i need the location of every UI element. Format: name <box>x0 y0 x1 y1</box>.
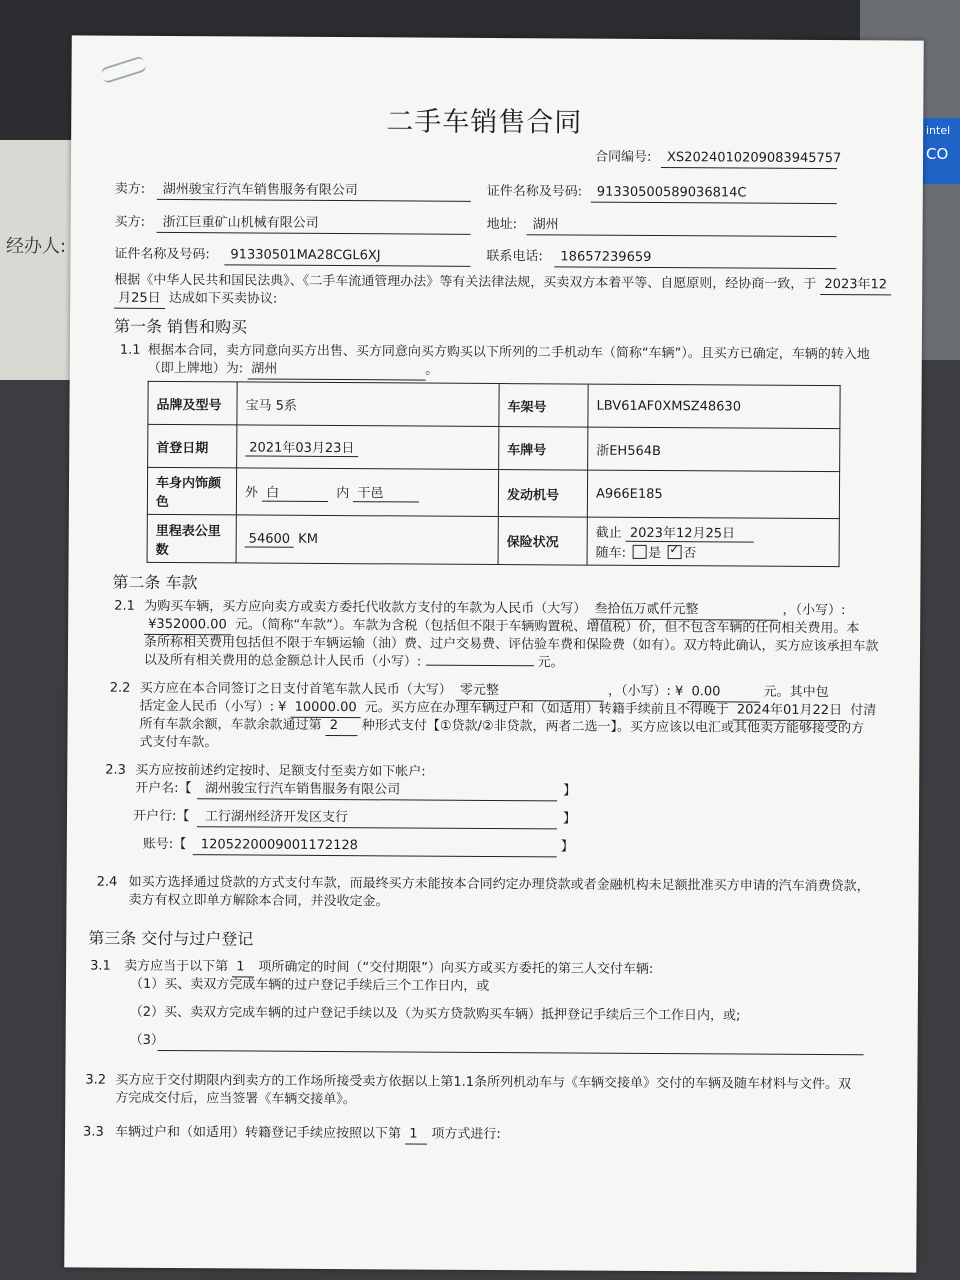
color-label: 车身内饰颜 色 <box>147 467 236 515</box>
account-bank-label: 开户行:【 <box>132 808 190 825</box>
clause-2-1-line-1: 为购买车辆，买方应向卖方或卖方委托代收款方支付的车款为人民币（大写） 叁拾伍万贰仟元整 ，（小写）: <box>144 598 845 621</box>
balance-due-date: 2024年01月22日 <box>733 701 846 721</box>
clause-3-1-option-1: （1）买、卖双方完成车辆的过户登记手续后三个工作日内，或 <box>129 976 490 994</box>
account-name-label: 开户名:【 <box>135 780 192 797</box>
seller-id-label: 证件名称及号码: <box>486 183 583 200</box>
transfer-option: 1 <box>405 1125 427 1144</box>
clause-2-2-line-4: 式支付车款。 <box>139 734 218 751</box>
contract-paper <box>64 35 924 1272</box>
contract-number-label: 合同编号: <box>594 149 652 165</box>
phone-label: 联系电话: <box>486 248 543 265</box>
clause-2-1-line-2: ¥352000.00 元。（简称“车款”）。车款为含税（包括但不限于车辆购置税、增值税）价，但不包含车辆的任何相关费用。本 <box>144 616 859 639</box>
clause-2-4-line-1: 如买方选择通过贷款的方式支付车款，而最终买方未能按本合同约定办理贷款或者金融机构未足额批准买方申请的汽车消费贷款， <box>128 874 870 895</box>
buyer-address: 湖州 <box>532 217 559 233</box>
account-number-label: 账号:【 <box>142 836 187 853</box>
registration-date-label: 首登日期 <box>148 424 237 468</box>
clause-3-1-option-2: （2）买、卖双方完成车辆的过户登记手续以及（为买方贷款购买车辆）抵押登记手续后三个工作日内，或; <box>129 1004 741 1024</box>
preamble-date-year: 2023年12 <box>820 276 891 295</box>
section-1-title: 第一条 销售和购买 <box>113 316 248 337</box>
deposit-amount: 10000.00 <box>291 699 361 718</box>
odometer-unit: KM <box>298 531 318 547</box>
option-3-blank-line <box>158 1050 864 1055</box>
address-label: 地址: <box>486 216 518 233</box>
section-3-title: 第三条 交付与过户登记 <box>88 928 254 949</box>
vin-label: 车架号 <box>499 384 588 428</box>
price-amount: ¥352000.00 <box>144 616 231 636</box>
first-payment-amount: 0.00 <box>687 683 759 702</box>
address-line <box>527 234 837 237</box>
clause-3-2-number: 3.2 <box>85 1072 107 1088</box>
account-number: 1205220009001172128 <box>200 837 359 854</box>
clause-3-2-line-2: 方完成交付后，应当签署《车辆交接单》。 <box>115 1090 356 1108</box>
clause-2-1-line-3: 条所称相关费用包括但不限于车辆运输（油）费、过户交易费、评估验车费和保险费（如有）。双方特此确认，买方应该承担车款 <box>144 634 879 655</box>
odometer-cell <box>236 515 498 565</box>
clause-2-1-line-4: 以及所有相关费用的总金额总计人民币（小写）: 元。 <box>143 652 564 671</box>
contract-title: 二手车销售合同 <box>386 106 583 139</box>
buyer-line <box>157 232 471 235</box>
brand-label: 品牌及型号 <box>148 381 237 425</box>
insurance-cell: 截止 2023年12月25日 随车: 是 ✓ 否 <box>587 517 839 567</box>
seller-label: 卖方: <box>114 181 146 197</box>
clause-2-2-line-1: 买方应在本合同签订之日支付首笔车款人民币（大写） 零元整 ，（小写）: ¥ 0.00 元。其中包 <box>140 680 829 703</box>
buyer-id-label: 证件名称及号码: <box>114 246 210 263</box>
clause-2-3-number: 2.3 <box>105 762 127 778</box>
odometer-label: 里程表公里 数 <box>147 514 236 563</box>
insurance-until: 2023年12月25日 <box>626 522 754 543</box>
buyer-id-line <box>224 264 470 267</box>
odometer-value: 54600 <box>245 531 294 547</box>
account-name-bracket: 】 <box>563 783 577 799</box>
clause-2-3-text: 买方应按前述约定按时、足额支付至卖方如下帐户: <box>135 762 426 780</box>
seller-id: 91330500589036814C <box>596 184 747 201</box>
clause-2-4-number: 2.4 <box>96 874 118 890</box>
seller-name: 湖州骏宝行汽车销售服务有限公司 <box>162 181 358 199</box>
registration-date-value: 2021年03月23日 <box>245 436 358 457</box>
registration-date-cell <box>237 425 499 470</box>
plate-label: 车牌号 <box>499 427 588 471</box>
contract-number: XS2024010209083945757 <box>666 150 842 167</box>
first-payment-uppercase: 零元整 <box>456 682 604 702</box>
brand-value: 宝马 5系 <box>237 382 499 427</box>
underlying-paper-text: 经办人: <box>6 236 67 257</box>
account-number-bracket: 】 <box>560 839 574 855</box>
intel-sticker: intel CO <box>922 118 960 184</box>
clause-3-1-option-3: （3） <box>129 1032 164 1048</box>
engine-label: 发动机号 <box>498 470 587 518</box>
account-bank-line <box>197 826 557 829</box>
exterior-color: 白 <box>262 482 328 502</box>
clause-3-1-line-1: 卖方应当于以下第 1 项所确定的时间（“交付期限”）向买方或买方委托的第三人交付车辆: <box>124 958 654 977</box>
clause-2-2-number: 2.2 <box>109 680 131 696</box>
paperclip-icon <box>100 55 147 84</box>
engine-value: A966E185 <box>587 470 839 519</box>
clause-3-3-line-1: 车辆过户和（如适用）转籍登记手续应按照以下第 1 项方式进行: <box>115 1124 501 1145</box>
insurance-yes-checkbox[interactable] <box>632 545 646 559</box>
buyer-label: 买方: <box>114 214 146 230</box>
clause-2-2-line-2: 括定金人民币（小写）: ¥ 10000.00 元。买方应在办理车辆过户和（如适用）转籍手续前且不得晚于 2024年01月22日 付清 <box>140 698 877 721</box>
seller-line <box>157 199 471 202</box>
vehicle-info-table <box>147 381 841 567</box>
transfer-place: 湖州 <box>247 360 425 380</box>
preamble-line-2: 月25日 达成如下买卖协议: <box>114 290 277 310</box>
clause-2-1-number: 2.1 <box>114 598 136 614</box>
clause-1-1-text-2: （即上牌地）为: 湖州 。 <box>148 360 439 381</box>
insurance-label: 保险状况 <box>498 517 587 566</box>
clause-3-2-line-1: 买方应于交付期限内到卖方的工作场所接受卖方依据以上第1.1条所列机动车与《车辆交接单》交付的车辆及随车材料与文件。双 <box>115 1072 852 1093</box>
section-2-title: 第二条 车款 <box>112 572 198 593</box>
account-number-line <box>193 854 557 857</box>
buyer-name: 浙江巨重矿山机械有限公司 <box>162 214 319 231</box>
phone-line <box>554 266 836 269</box>
preamble-line-1: 根据《中华人民共和国民法典》、《二手车流通管理办法》等有关法律法规，买卖双方本着平等、自愿原则，经协商一致，于 2023年12 <box>114 272 891 296</box>
preamble-date-day: 月25日 <box>114 290 165 309</box>
clause-3-3-number: 3.3 <box>83 1124 104 1140</box>
clause-2-2-line-3: 所有车款余额，车款余款通过第 2 种形式支付【①贷款/②非贷款，两者二选一】。买方应该以电汇或其他卖方能够接受的方 <box>139 716 865 737</box>
buyer-id: 91330501MA28CGL6XJ <box>230 247 381 264</box>
account-name: 湖州骏宝行汽车销售服务有限公司 <box>205 781 401 798</box>
insurance-no-checkbox[interactable] <box>667 545 681 559</box>
clause-1-1-text: 根据本合同，卖方同意向买方出售、买方同意向买方购买以下所列的二手机动车（简称“车辆”）。且买方已确定，车辆的转入地 <box>147 342 870 363</box>
interior-color: 干邑 <box>353 482 419 502</box>
vin-value: LBV61AF0XMSZ48630 <box>588 384 840 429</box>
price-uppercase: 叁拾伍万贰仟元整 <box>590 601 778 621</box>
color-cell: 外 白 内 干邑 <box>236 468 498 517</box>
contract-number-line <box>661 167 837 169</box>
clause-2-4-line-2: 卖方有权立即单方解除本合同，并没收定金。 <box>128 892 389 910</box>
clause-3-1-number: 3.1 <box>90 958 111 974</box>
plate-value: 浙EH564B <box>588 427 840 472</box>
delivery-option: 1 <box>232 958 254 977</box>
payment-method: 2 <box>326 717 358 736</box>
total-amount-blank <box>425 665 533 667</box>
buyer-phone: 18657239659 <box>560 249 652 265</box>
clause-1-1-number: 1.1 <box>119 342 141 358</box>
account-bank: 工行湖州经济开发区支行 <box>204 809 349 826</box>
seller-id-line <box>591 202 837 205</box>
account-bank-bracket: 】 <box>562 811 577 827</box>
account-name-line <box>197 798 557 801</box>
